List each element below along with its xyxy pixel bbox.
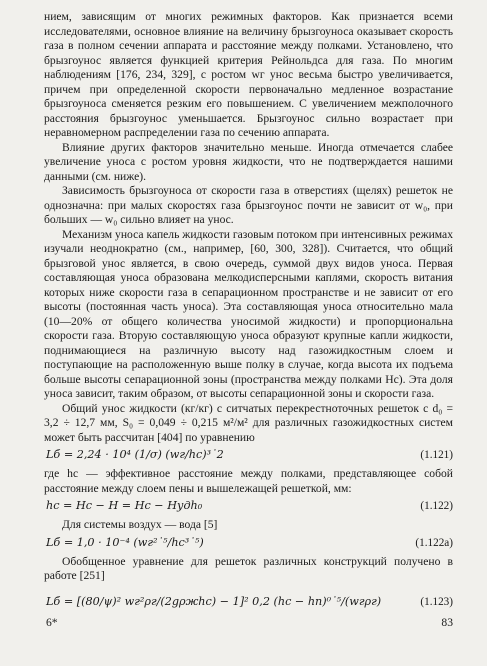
equation-1-123: [44, 590, 453, 614]
equation-expression: Lб = 1,0 · 10⁻⁴ (wг²˙⁵/hс³˙⁵): [46, 535, 204, 549]
paragraph-general-equation: Обобщенное уравнение для решеток различных конструкций получено в работе [251]: [44, 554, 453, 582]
signature-mark: 6*: [46, 616, 58, 629]
equation-expression: hс = Hс − H = Hс − Hудh₀: [46, 499, 203, 512]
equation-number: (1.122a): [415, 536, 453, 549]
equation-expression: Lб = 2,24 · 10⁴ (1/σ) (wг/hс)³˙2: [46, 448, 224, 461]
equation-1-122: [44, 499, 453, 515]
paragraph-air-water: Для системы воздух — вода [5]: [62, 518, 218, 531]
paragraph-3: Зависимость брызгоуноса от скорости газа в отверстиях (щелях) решеток не однозначна: при малых скоростях газа брызгоунос почти не зависит от w₀, при больших — w₀ сильно влияет на унос.: [44, 184, 453, 226]
equation-1-121: [44, 448, 453, 464]
equation-number: (1.123): [420, 595, 453, 608]
equation-expression: Lб = [(80/ψ)² wг²ρг/(2gρжhс) − 1]² 0,2 (hс − hп)⁰˙⁵/(wгρг): [46, 594, 382, 608]
paragraph-4: Механизм уноса капель жидкости газовым потоком при интенсивных режимах изучали неоднократно (см., например, [60, 300, 328]). Считается, что общий брызговой унос является, в свою очередь, суммой двух видов уноса. Первая составляющая уноса образована мелкодисперсными каплями, скорость витания которых ниже скорости газа в сепарационном пространстве и не зависит от его высоты (постоянная часть уноса). Эта составляющая уноса относительно мала (10—20% от общего количества уносимой жидкости) и пропорциональна скорости газа. Вторую составляющую уноса образуют крупные капли жидкости, поднимающиеся на различную высоту над газожидкостным слоем и поступающие на расположенную выше полку в случае, когда высота их подъема больше высоты сепарационной зоны (пространства между полками Hс). Эта доля уноса зависит, таким образом, от высоты сепарационной зоны и скорости газа.: [44, 227, 453, 400]
page-number: 83: [441, 616, 453, 629]
equation-number: (1.121): [420, 449, 453, 461]
paragraph-2: Влияние других факторов значительно меньше. Иногда отмечается слабее увеличение уноса с ростом уровня жидкости, что не подтверждается нашими данными (см. ниже).: [44, 140, 453, 183]
paragraph-5: Общий унос жидкости (кг/кг) с ситчатых перекрестноточных решеток с d₀ = 3,2 ÷ 12,7 мм, S₀ = 0,049 ÷ 0,215 м²/м² для различных газожидкостных систем может быть рассчитан [404] по уравнению: [44, 401, 453, 444]
paragraph-1: нием, зависящим от многих режимных факторов. Как признается всеми исследователями, основное влияние на величину брызгоуноса оказывает скорость газа в полном сечении аппарата и расстояние между полками. Установлено, что брызгоунос является функцией критерия Рейнольдса для газа. По многим наблюдениям [176, 234, 329], с ростом wг унос весьма быстро увеличивается, причем при определенной скорости первоначально медленное возрастание брызгоуноса сменяется резким его повышением. С увеличением межполочного расстояния брызгоунос уменьшается. Брызгоунос сильно возрастает при неравномерном распределении газа по сечению аппарата.: [44, 10, 453, 139]
paragraph-after-121: где hс — эффективное расстояние между полками, представляющее собой расстояние между слоем пены и вышележащей решеткой, мм:: [44, 467, 453, 495]
equation-number: (1.122): [420, 500, 453, 512]
equation-1-122a: [44, 536, 453, 552]
